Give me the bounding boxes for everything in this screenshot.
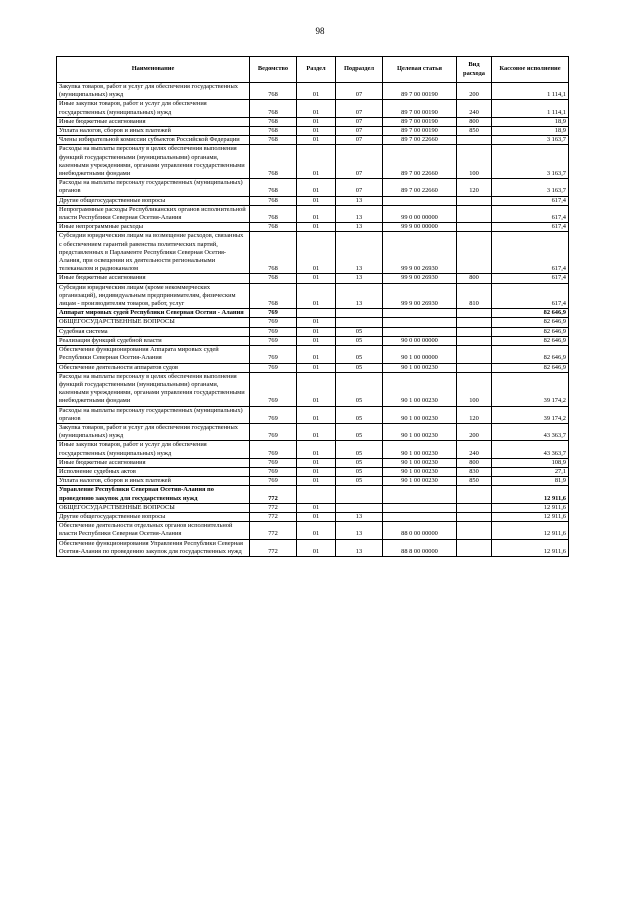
table-row (57, 458, 569, 467)
cell-celevaya-statya (383, 318, 457, 327)
table-row (57, 196, 569, 205)
table-body (57, 83, 569, 557)
table-row (57, 372, 569, 406)
header-razdel: Раздел (297, 57, 336, 83)
cell-name: Закупка товаров, работ и услуг для обеспечения государственных (муниципальных) нужд (57, 423, 250, 440)
cell-vedomstvo: 769 (250, 346, 297, 363)
cell-celevaya-statya: 89 7 00 00190 (383, 100, 457, 117)
cell-name: Расходы на выплаты персоналу в целях обеспечения выполнения функций государственными (муниципальными) органами, казенными учреждениями, органами управления государственными внебюджетными фондами (57, 145, 250, 179)
cell-vid-rashoda (457, 327, 492, 336)
cell-razdel: 01 (297, 117, 336, 126)
cell-vedomstvo: 772 (250, 539, 297, 556)
cell-vid-rashoda (457, 196, 492, 205)
cell-vedomstvo: 769 (250, 458, 297, 467)
table-row (57, 512, 569, 521)
cell-razdel: 01 (297, 477, 336, 486)
table-row (57, 363, 569, 372)
cell-razdel: 01 (297, 441, 336, 458)
cell-razdel: 01 (297, 283, 336, 309)
cell-podrazdel: 05 (336, 327, 383, 336)
cell-vid-rashoda: 100 (457, 145, 492, 179)
cell-vid-rashoda (457, 336, 492, 345)
cell-kassovoe-ispolnenie: 12 911,6 (492, 512, 569, 521)
cell-vedomstvo: 772 (250, 522, 297, 539)
cell-name: Иные непрограммные расходы (57, 223, 250, 232)
cell-celevaya-statya: 88 8 00 00000 (383, 539, 457, 556)
cell-name: Расходы на выплаты персоналу в целях обеспечения выполнения функций государственными (муниципальными) органами, казенными учреждениями, органами управления государственными внебюджетными фондами (57, 372, 250, 406)
page-number: 98 (315, 26, 325, 36)
cell-podrazdel: 07 (336, 136, 383, 145)
cell-podrazdel: 05 (336, 346, 383, 363)
cell-podrazdel: 13 (336, 522, 383, 539)
cell-kassovoe-ispolnenie: 18,9 (492, 117, 569, 126)
cell-razdel: 01 (297, 522, 336, 539)
cell-kassovoe-ispolnenie: 617,4 (492, 274, 569, 283)
cell-kassovoe-ispolnenie: 617,4 (492, 223, 569, 232)
cell-podrazdel: 05 (336, 441, 383, 458)
cell-podrazdel: 13 (336, 196, 383, 205)
cell-podrazdel: 05 (336, 467, 383, 476)
cell-vedomstvo: 768 (250, 179, 297, 196)
cell-vid-rashoda (457, 486, 492, 503)
cell-vedomstvo: 768 (250, 127, 297, 136)
table-row (57, 179, 569, 196)
cell-celevaya-statya (383, 309, 457, 318)
cell-razdel: 01 (297, 145, 336, 179)
table-row (57, 486, 569, 503)
cell-razdel: 01 (297, 205, 336, 222)
cell-podrazdel (336, 486, 383, 503)
cell-vedomstvo: 768 (250, 283, 297, 309)
cell-kassovoe-ispolnenie: 617,4 (492, 205, 569, 222)
table-row (57, 346, 569, 363)
table-row (57, 83, 569, 100)
cell-vedomstvo: 769 (250, 336, 297, 345)
cell-podrazdel: 05 (336, 363, 383, 372)
cell-razdel: 01 (297, 503, 336, 512)
cell-name: Обеспечение функционирования Управления Республики Северная Осетия-Алания по проведению закупок для государственных нужд (57, 539, 250, 556)
cell-celevaya-statya: 89 7 00 22660 (383, 145, 457, 179)
cell-podrazdel: 05 (336, 406, 383, 423)
table-row (57, 327, 569, 336)
cell-vedomstvo: 769 (250, 327, 297, 336)
cell-kassovoe-ispolnenie: 81,9 (492, 477, 569, 486)
table-row (57, 100, 569, 117)
cell-vid-rashoda: 120 (457, 179, 492, 196)
cell-vedomstvo: 768 (250, 145, 297, 179)
cell-kassovoe-ispolnenie: 1 114,1 (492, 83, 569, 100)
cell-name: Уплата налогов, сборов и иных платежей (57, 477, 250, 486)
cell-kassovoe-ispolnenie: 617,4 (492, 196, 569, 205)
cell-podrazdel: 13 (336, 223, 383, 232)
cell-name: Другие общегосударственные вопросы (57, 512, 250, 521)
cell-razdel: 01 (297, 346, 336, 363)
cell-name: Обеспечение деятельности аппаратов судов (57, 363, 250, 372)
cell-name: Субсидии юридическим лицам на возмещение расходов, связанных с обеспечением гарантий равенства политических партий, представленных в Парламенте Республики Северная Осетия-Алания, при освещении их деятельности региональными телеканалом и радиоканалом (57, 232, 250, 274)
cell-razdel: 01 (297, 127, 336, 136)
cell-kassovoe-ispolnenie: 82 646,9 (492, 327, 569, 336)
cell-razdel: 01 (297, 423, 336, 440)
table-row (57, 503, 569, 512)
cell-vedomstvo: 768 (250, 100, 297, 117)
cell-vedomstvo: 769 (250, 309, 297, 318)
table-row (57, 477, 569, 486)
cell-podrazdel: 13 (336, 512, 383, 521)
cell-vedomstvo: 769 (250, 423, 297, 440)
table-row (57, 318, 569, 327)
cell-celevaya-statya: 99 9 00 00000 (383, 223, 457, 232)
cell-vedomstvo: 768 (250, 223, 297, 232)
cell-kassovoe-ispolnenie: 12 911,6 (492, 522, 569, 539)
cell-vedomstvo: 768 (250, 117, 297, 126)
cell-razdel: 01 (297, 232, 336, 274)
header-name: Наименование (57, 57, 250, 83)
cell-kassovoe-ispolnenie: 108,9 (492, 458, 569, 467)
cell-celevaya-statya (383, 486, 457, 503)
cell-podrazdel (336, 503, 383, 512)
cell-name: Расходы на выплаты персоналу государственных (муниципальных) органов (57, 406, 250, 423)
cell-vedomstvo: 769 (250, 467, 297, 476)
cell-podrazdel: 13 (336, 205, 383, 222)
cell-razdel (297, 309, 336, 318)
cell-vid-rashoda (457, 512, 492, 521)
cell-podrazdel: 05 (336, 372, 383, 406)
cell-kassovoe-ispolnenie: 82 646,9 (492, 318, 569, 327)
header-celevaya-statya: Целевая статья (383, 57, 457, 83)
cell-name: Аппарат мировых судей Республики Северная Осетия - Алания (57, 309, 250, 318)
cell-kassovoe-ispolnenie: 82 646,9 (492, 363, 569, 372)
table-row (57, 145, 569, 179)
table-row (57, 467, 569, 476)
cell-podrazdel: 07 (336, 117, 383, 126)
cell-name: Иные бюджетные ассигнования (57, 274, 250, 283)
table-row (57, 136, 569, 145)
cell-vid-rashoda (457, 318, 492, 327)
cell-podrazdel: 13 (336, 283, 383, 309)
cell-vedomstvo: 769 (250, 477, 297, 486)
cell-vedomstvo: 768 (250, 274, 297, 283)
cell-podrazdel: 13 (336, 539, 383, 556)
cell-name: Управление Республики Северная Осетия-Алания по проведению закупок для государственных нужд (57, 486, 250, 503)
cell-vedomstvo: 769 (250, 372, 297, 406)
cell-celevaya-statya: 90 1 00 00230 (383, 458, 457, 467)
cell-kassovoe-ispolnenie: 3 163,7 (492, 136, 569, 145)
cell-razdel: 01 (297, 467, 336, 476)
cell-vid-rashoda (457, 363, 492, 372)
cell-razdel: 01 (297, 318, 336, 327)
cell-razdel: 01 (297, 458, 336, 467)
cell-vedomstvo: 769 (250, 318, 297, 327)
cell-kassovoe-ispolnenie: 82 646,9 (492, 336, 569, 345)
table-row (57, 522, 569, 539)
cell-celevaya-statya: 90 1 00 00230 (383, 363, 457, 372)
cell-podrazdel (336, 318, 383, 327)
cell-celevaya-statya: 89 7 00 00190 (383, 117, 457, 126)
cell-razdel: 01 (297, 100, 336, 117)
cell-celevaya-statya: 90 1 00 00000 (383, 346, 457, 363)
table-row (57, 336, 569, 345)
table-row (57, 274, 569, 283)
cell-celevaya-statya: 90 1 00 00230 (383, 467, 457, 476)
cell-celevaya-statya: 90 1 00 00230 (383, 406, 457, 423)
cell-vid-rashoda: 810 (457, 283, 492, 309)
cell-vedomstvo: 768 (250, 136, 297, 145)
cell-name: Закупка товаров, работ и услуг для обеспечения государственных (муниципальных) нужд (57, 83, 250, 100)
cell-kassovoe-ispolnenie: 3 163,7 (492, 179, 569, 196)
table-row (57, 309, 569, 318)
cell-name: Иные закупки товаров, работ и услуг для обеспечения государственных (муниципальных) нужд (57, 100, 250, 117)
cell-podrazdel (336, 309, 383, 318)
cell-name: Другие общегосударственные вопросы (57, 196, 250, 205)
cell-podrazdel: 05 (336, 336, 383, 345)
cell-vid-rashoda (457, 503, 492, 512)
cell-kassovoe-ispolnenie: 12 911,6 (492, 539, 569, 556)
cell-celevaya-statya: 90 1 00 00230 (383, 441, 457, 458)
cell-vedomstvo: 772 (250, 503, 297, 512)
table-row (57, 423, 569, 440)
cell-razdel: 01 (297, 196, 336, 205)
cell-vedomstvo: 772 (250, 512, 297, 521)
cell-kassovoe-ispolnenie: 27,1 (492, 467, 569, 476)
cell-vid-rashoda: 100 (457, 372, 492, 406)
cell-vid-rashoda: 830 (457, 467, 492, 476)
cell-celevaya-statya: 99 0 00 00000 (383, 205, 457, 222)
table-row (57, 127, 569, 136)
cell-name: Уплата налогов, сборов и иных платежей (57, 127, 250, 136)
cell-celevaya-statya: 88 0 00 00000 (383, 522, 457, 539)
cell-vedomstvo: 768 (250, 83, 297, 100)
cell-name: Иные бюджетные ассигнования (57, 458, 250, 467)
cell-vid-rashoda: 850 (457, 127, 492, 136)
cell-vid-rashoda (457, 309, 492, 318)
cell-podrazdel: 07 (336, 145, 383, 179)
cell-vid-rashoda: 850 (457, 477, 492, 486)
cell-vid-rashoda: 800 (457, 458, 492, 467)
cell-vedomstvo: 772 (250, 486, 297, 503)
cell-vid-rashoda (457, 522, 492, 539)
cell-name: ОБЩЕГОСУДАРСТВЕННЫЕ ВОПРОСЫ (57, 503, 250, 512)
table-row (57, 539, 569, 556)
cell-name: Расходы на выплаты персоналу государственных (муниципальных) органов (57, 179, 250, 196)
cell-celevaya-statya: 89 7 00 22660 (383, 136, 457, 145)
cell-podrazdel: 07 (336, 83, 383, 100)
table-row (57, 117, 569, 126)
cell-vedomstvo: 768 (250, 232, 297, 274)
cell-vid-rashoda (457, 136, 492, 145)
cell-podrazdel: 05 (336, 458, 383, 467)
table-row (57, 223, 569, 232)
cell-podrazdel: 07 (336, 179, 383, 196)
cell-podrazdel: 13 (336, 232, 383, 274)
cell-podrazdel: 05 (336, 477, 383, 486)
cell-razdel: 01 (297, 406, 336, 423)
cell-name: Реализация функций судебной власти (57, 336, 250, 345)
cell-vid-rashoda: 240 (457, 100, 492, 117)
cell-kassovoe-ispolnenie: 12 911,6 (492, 486, 569, 503)
cell-celevaya-statya (383, 512, 457, 521)
cell-name: Непрограммные расходы Республиканских органов исполнительной власти Республики Северная Осетия-Алания (57, 205, 250, 222)
cell-razdel: 01 (297, 136, 336, 145)
cell-razdel: 01 (297, 372, 336, 406)
table-row (57, 232, 569, 274)
cell-razdel: 01 (297, 363, 336, 372)
cell-kassovoe-ispolnenie: 617,4 (492, 283, 569, 309)
cell-razdel: 01 (297, 179, 336, 196)
cell-celevaya-statya: 89 7 00 22660 (383, 179, 457, 196)
cell-vid-rashoda (457, 539, 492, 556)
cell-kassovoe-ispolnenie: 43 363,7 (492, 423, 569, 440)
cell-celevaya-statya: 90 0 00 00000 (383, 336, 457, 345)
cell-celevaya-statya: 89 7 00 00190 (383, 83, 457, 100)
cell-vid-rashoda: 800 (457, 274, 492, 283)
cell-celevaya-statya: 99 9 00 26930 (383, 232, 457, 274)
cell-celevaya-statya (383, 503, 457, 512)
cell-vid-rashoda (457, 346, 492, 363)
cell-vid-rashoda: 200 (457, 423, 492, 440)
cell-kassovoe-ispolnenie: 18,9 (492, 127, 569, 136)
cell-kassovoe-ispolnenie: 82 646,9 (492, 346, 569, 363)
cell-kassovoe-ispolnenie: 617,4 (492, 232, 569, 274)
cell-celevaya-statya: 99 9 00 26930 (383, 283, 457, 309)
budget-table (56, 56, 569, 557)
cell-celevaya-statya: 90 1 00 00230 (383, 372, 457, 406)
cell-name: Субсидии юридическим лицам (кроме некоммерческих организаций), индивидуальным предпринимателям, физическим лицам - производителям товаров, работ, услуг (57, 283, 250, 309)
cell-vedomstvo: 768 (250, 196, 297, 205)
header-vedomstvo: Ведомство (250, 57, 297, 83)
cell-kassovoe-ispolnenie: 39 174,2 (492, 406, 569, 423)
table-row (57, 283, 569, 309)
table-row (57, 441, 569, 458)
cell-name: ОБЩЕГОСУДАРСТВЕННЫЕ ВОПРОСЫ (57, 318, 250, 327)
cell-kassovoe-ispolnenie: 12 911,6 (492, 503, 569, 512)
cell-name: Иные закупки товаров, работ и услуг для обеспечения государственных (муниципальных) нужд (57, 441, 250, 458)
cell-kassovoe-ispolnenie: 43 363,7 (492, 441, 569, 458)
cell-razdel: 01 (297, 539, 336, 556)
cell-vid-rashoda: 120 (457, 406, 492, 423)
table-row (57, 406, 569, 423)
cell-vid-rashoda (457, 205, 492, 222)
cell-podrazdel: 13 (336, 274, 383, 283)
cell-razdel: 01 (297, 336, 336, 345)
cell-kassovoe-ispolnenie: 39 174,2 (492, 372, 569, 406)
cell-kassovoe-ispolnenie: 82 646,9 (492, 309, 569, 318)
cell-vid-rashoda: 240 (457, 441, 492, 458)
header-kassovoe-ispolnenie: Кассовое исполнение (492, 57, 569, 83)
cell-podrazdel: 05 (336, 423, 383, 440)
cell-name: Обеспечение деятельности отдельных органов исполнительной власти Республики Северная Осетия-Алания (57, 522, 250, 539)
header-podrazdel: Подраздел (336, 57, 383, 83)
cell-podrazdel: 07 (336, 127, 383, 136)
cell-celevaya-statya (383, 327, 457, 336)
cell-celevaya-statya: 90 1 00 00230 (383, 477, 457, 486)
cell-razdel: 01 (297, 83, 336, 100)
cell-vid-rashoda: 200 (457, 83, 492, 100)
table-row (57, 205, 569, 222)
cell-razdel: 01 (297, 327, 336, 336)
cell-razdel: 01 (297, 223, 336, 232)
cell-vid-rashoda (457, 232, 492, 274)
cell-vid-rashoda (457, 223, 492, 232)
cell-celevaya-statya: 90 1 00 00230 (383, 423, 457, 440)
cell-razdel: 01 (297, 274, 336, 283)
cell-podrazdel: 07 (336, 100, 383, 117)
cell-vedomstvo: 769 (250, 363, 297, 372)
table-header-row (57, 57, 569, 83)
cell-name: Исполнение судебных актов (57, 467, 250, 476)
cell-vedomstvo: 769 (250, 406, 297, 423)
cell-vid-rashoda: 800 (457, 117, 492, 126)
cell-celevaya-statya (383, 196, 457, 205)
cell-razdel: 01 (297, 512, 336, 521)
cell-name: Члены избирательной комиссии субъектов Российской Федерации (57, 136, 250, 145)
cell-celevaya-statya: 89 7 00 00190 (383, 127, 457, 136)
cell-name: Иные бюджетные ассигнования (57, 117, 250, 126)
cell-name: Обеспечение функционирования Аппарата мировых судей Республики Северная Осетия-Алания (57, 346, 250, 363)
cell-celevaya-statya: 99 9 00 26930 (383, 274, 457, 283)
cell-vedomstvo: 768 (250, 205, 297, 222)
cell-razdel (297, 486, 336, 503)
cell-kassovoe-ispolnenie: 1 114,1 (492, 100, 569, 117)
cell-name: Судебная система (57, 327, 250, 336)
header-vid-rashoda: Вид расхода (457, 57, 492, 83)
cell-kassovoe-ispolnenie: 3 163,7 (492, 145, 569, 179)
cell-vedomstvo: 769 (250, 441, 297, 458)
